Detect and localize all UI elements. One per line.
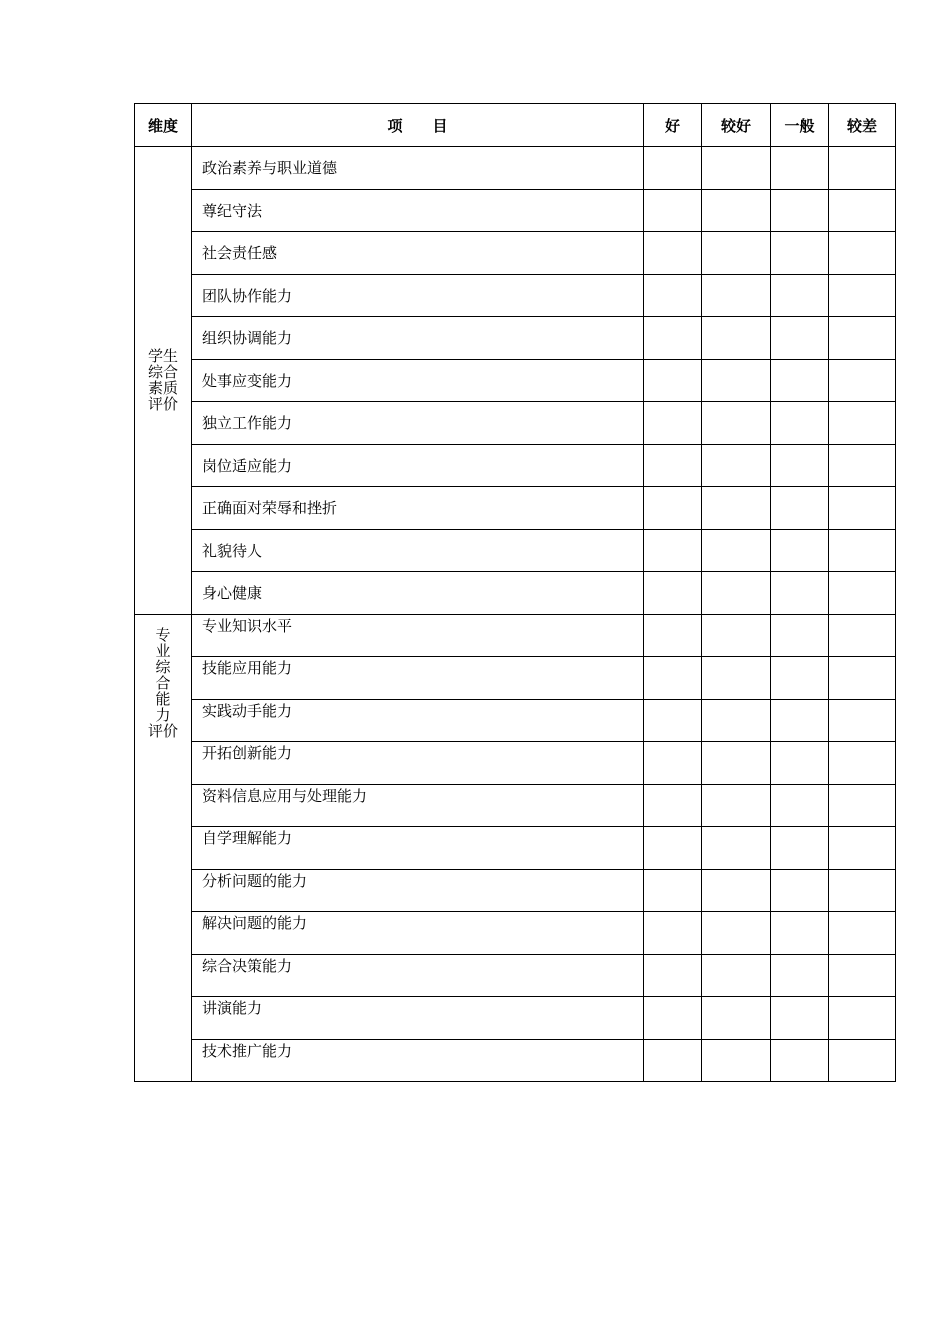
table-row <box>135 274 896 317</box>
table-row <box>135 784 896 827</box>
rating-cell-poor[interactable] <box>829 827 896 870</box>
rating-cell-average[interactable] <box>771 317 829 360</box>
header-rating-poor: 较差 <box>829 104 896 147</box>
item-label: 综合决策能力 <box>192 954 644 997</box>
table-row <box>135 657 896 700</box>
rating-cell-poor[interactable] <box>829 614 896 657</box>
rating-cell-fairly-good[interactable] <box>702 232 771 275</box>
rating-cell-average[interactable] <box>771 997 829 1040</box>
rating-cell-poor[interactable] <box>829 359 896 402</box>
rating-cell-poor[interactable] <box>829 869 896 912</box>
rating-cell-good[interactable] <box>644 572 702 615</box>
item-label: 独立工作能力 <box>192 402 644 445</box>
item-label: 团队协作能力 <box>192 274 644 317</box>
rating-cell-fairly-good[interactable] <box>702 189 771 232</box>
table-row <box>135 1039 896 1082</box>
table-row <box>135 912 896 955</box>
item-label: 技术推广能力 <box>192 1039 644 1082</box>
rating-cell-average[interactable] <box>771 232 829 275</box>
item-label: 组织协调能力 <box>192 317 644 360</box>
rating-cell-average[interactable] <box>771 487 829 530</box>
rating-cell-fairly-good[interactable] <box>702 274 771 317</box>
item-label: 资料信息应用与处理能力 <box>192 784 644 827</box>
item-label: 政治素养与职业道德 <box>192 147 644 190</box>
rating-cell-fairly-good[interactable] <box>702 912 771 955</box>
table-row <box>135 487 896 530</box>
item-label: 开拓创新能力 <box>192 742 644 785</box>
rating-cell-average[interactable] <box>771 359 829 402</box>
table-row <box>135 359 896 402</box>
item-label: 技能应用能力 <box>192 657 644 700</box>
rating-cell-good[interactable] <box>644 147 702 190</box>
rating-cell-good[interactable] <box>644 274 702 317</box>
dimension-label-line: 评价 <box>147 721 178 740</box>
table-row <box>135 742 896 785</box>
rating-cell-poor[interactable] <box>829 784 896 827</box>
rating-cell-poor[interactable] <box>829 232 896 275</box>
item-label: 讲演能力 <box>192 997 644 1040</box>
rating-cell-average[interactable] <box>771 402 829 445</box>
rating-cell-poor[interactable] <box>829 529 896 572</box>
table-row <box>135 614 896 657</box>
table-row <box>135 869 896 912</box>
rating-cell-fairly-good[interactable] <box>702 827 771 870</box>
rating-cell-average[interactable] <box>771 657 829 700</box>
evaluation-table <box>134 103 896 1082</box>
evaluation-table-container <box>134 103 896 1082</box>
dimension-label-line: 专 业 <box>155 625 186 660</box>
rating-cell-fairly-good[interactable] <box>702 317 771 360</box>
rating-cell-poor[interactable] <box>829 402 896 445</box>
rating-cell-average[interactable] <box>771 189 829 232</box>
item-label: 实践动手能力 <box>192 699 644 742</box>
dimension-label-line: 综 合 <box>155 657 186 692</box>
item-label: 身心健康 <box>192 572 644 615</box>
rating-cell-fairly-good[interactable] <box>702 572 771 615</box>
rating-cell-good[interactable] <box>644 487 702 530</box>
header-dimension: 维度 <box>135 104 192 147</box>
dimension-cell <box>135 614 192 1082</box>
rating-cell-average[interactable] <box>771 274 829 317</box>
rating-cell-good[interactable] <box>644 699 702 742</box>
rating-cell-good[interactable] <box>644 912 702 955</box>
rating-cell-poor[interactable] <box>829 147 896 190</box>
rating-cell-poor[interactable] <box>829 997 896 1040</box>
rating-cell-fairly-good[interactable] <box>702 784 771 827</box>
rating-cell-average[interactable] <box>771 784 829 827</box>
rating-cell-poor[interactable] <box>829 274 896 317</box>
item-label: 正确面对荣辱和挫折 <box>192 487 644 530</box>
rating-cell-average[interactable] <box>771 529 829 572</box>
table-row <box>135 827 896 870</box>
table-row <box>135 317 896 360</box>
dimension-label: 学生综合素质评价 <box>147 347 178 414</box>
rating-cell-poor[interactable] <box>829 487 896 530</box>
item-label: 解决问题的能力 <box>192 912 644 955</box>
dimension-cell <box>135 147 192 615</box>
table-row <box>135 572 896 615</box>
rating-cell-poor[interactable] <box>829 954 896 997</box>
item-label: 专业知识水平 <box>192 614 644 657</box>
rating-cell-poor[interactable] <box>829 317 896 360</box>
table-row <box>135 529 896 572</box>
rating-cell-average[interactable] <box>771 954 829 997</box>
rating-cell-fairly-good[interactable] <box>702 359 771 402</box>
rating-cell-poor[interactable] <box>829 572 896 615</box>
table-row <box>135 147 896 190</box>
rating-cell-average[interactable] <box>771 1039 829 1082</box>
table-row <box>135 699 896 742</box>
item-label: 礼貌待人 <box>192 529 644 572</box>
rating-cell-good[interactable] <box>644 827 702 870</box>
rating-cell-poor[interactable] <box>829 189 896 232</box>
item-label: 尊纪守法 <box>192 189 644 232</box>
rating-cell-fairly-good[interactable] <box>702 402 771 445</box>
rating-cell-poor[interactable] <box>829 444 896 487</box>
rating-cell-poor[interactable] <box>829 699 896 742</box>
rating-cell-average[interactable] <box>771 444 829 487</box>
rating-cell-good[interactable] <box>644 529 702 572</box>
rating-cell-poor[interactable] <box>829 657 896 700</box>
item-label: 分析问题的能力 <box>192 869 644 912</box>
dimension-label <box>143 625 186 740</box>
rating-cell-fairly-good[interactable] <box>702 954 771 997</box>
header-rating-average: 一般 <box>771 104 829 147</box>
rating-cell-good[interactable] <box>644 1039 702 1082</box>
rating-cell-good[interactable] <box>644 997 702 1040</box>
table-row <box>135 232 896 275</box>
rating-cell-good[interactable] <box>644 614 702 657</box>
table-row <box>135 997 896 1040</box>
rating-cell-average[interactable] <box>771 827 829 870</box>
rating-cell-fairly-good[interactable] <box>702 742 771 785</box>
rating-cell-good[interactable] <box>644 189 702 232</box>
rating-cell-average[interactable] <box>771 572 829 615</box>
rating-cell-average[interactable] <box>771 742 829 785</box>
rating-cell-good[interactable] <box>644 954 702 997</box>
rating-cell-average[interactable] <box>771 699 829 742</box>
rating-cell-fairly-good[interactable] <box>702 699 771 742</box>
header-rating-fairly-good: 较好 <box>702 104 771 147</box>
item-label: 自学理解能力 <box>192 827 644 870</box>
rating-cell-fairly-good[interactable] <box>702 614 771 657</box>
rating-cell-average[interactable] <box>771 147 829 190</box>
item-label: 处事应变能力 <box>192 359 644 402</box>
dimension-label-line: 能 力 <box>155 689 186 724</box>
table-row <box>135 954 896 997</box>
rating-cell-good[interactable] <box>644 359 702 402</box>
rating-cell-fairly-good[interactable] <box>702 529 771 572</box>
item-label: 岗位适应能力 <box>192 444 644 487</box>
item-label: 社会责任感 <box>192 232 644 275</box>
rating-cell-good[interactable] <box>644 317 702 360</box>
rating-cell-poor[interactable] <box>829 1039 896 1082</box>
rating-cell-good[interactable] <box>644 444 702 487</box>
rating-cell-good[interactable] <box>644 742 702 785</box>
rating-cell-poor[interactable] <box>829 742 896 785</box>
rating-cell-fairly-good[interactable] <box>702 147 771 190</box>
rating-cell-fairly-good[interactable] <box>702 657 771 700</box>
header-row <box>135 104 896 147</box>
table-row <box>135 444 896 487</box>
table-row <box>135 402 896 445</box>
rating-cell-poor[interactable] <box>829 912 896 955</box>
rating-cell-fairly-good[interactable] <box>702 487 771 530</box>
rating-cell-good[interactable] <box>644 784 702 827</box>
rating-cell-fairly-good[interactable] <box>702 997 771 1040</box>
header-item: 项 目 <box>192 104 644 147</box>
rating-cell-fairly-good[interactable] <box>702 869 771 912</box>
rating-cell-fairly-good[interactable] <box>702 1039 771 1082</box>
rating-cell-good[interactable] <box>644 657 702 700</box>
table-row <box>135 189 896 232</box>
rating-cell-average[interactable] <box>771 869 829 912</box>
header-rating-good: 好 <box>644 104 702 147</box>
rating-cell-average[interactable] <box>771 614 829 657</box>
rating-cell-average[interactable] <box>771 912 829 955</box>
rating-cell-fairly-good[interactable] <box>702 444 771 487</box>
rating-cell-good[interactable] <box>644 402 702 445</box>
rating-cell-good[interactable] <box>644 869 702 912</box>
rating-cell-good[interactable] <box>644 232 702 275</box>
